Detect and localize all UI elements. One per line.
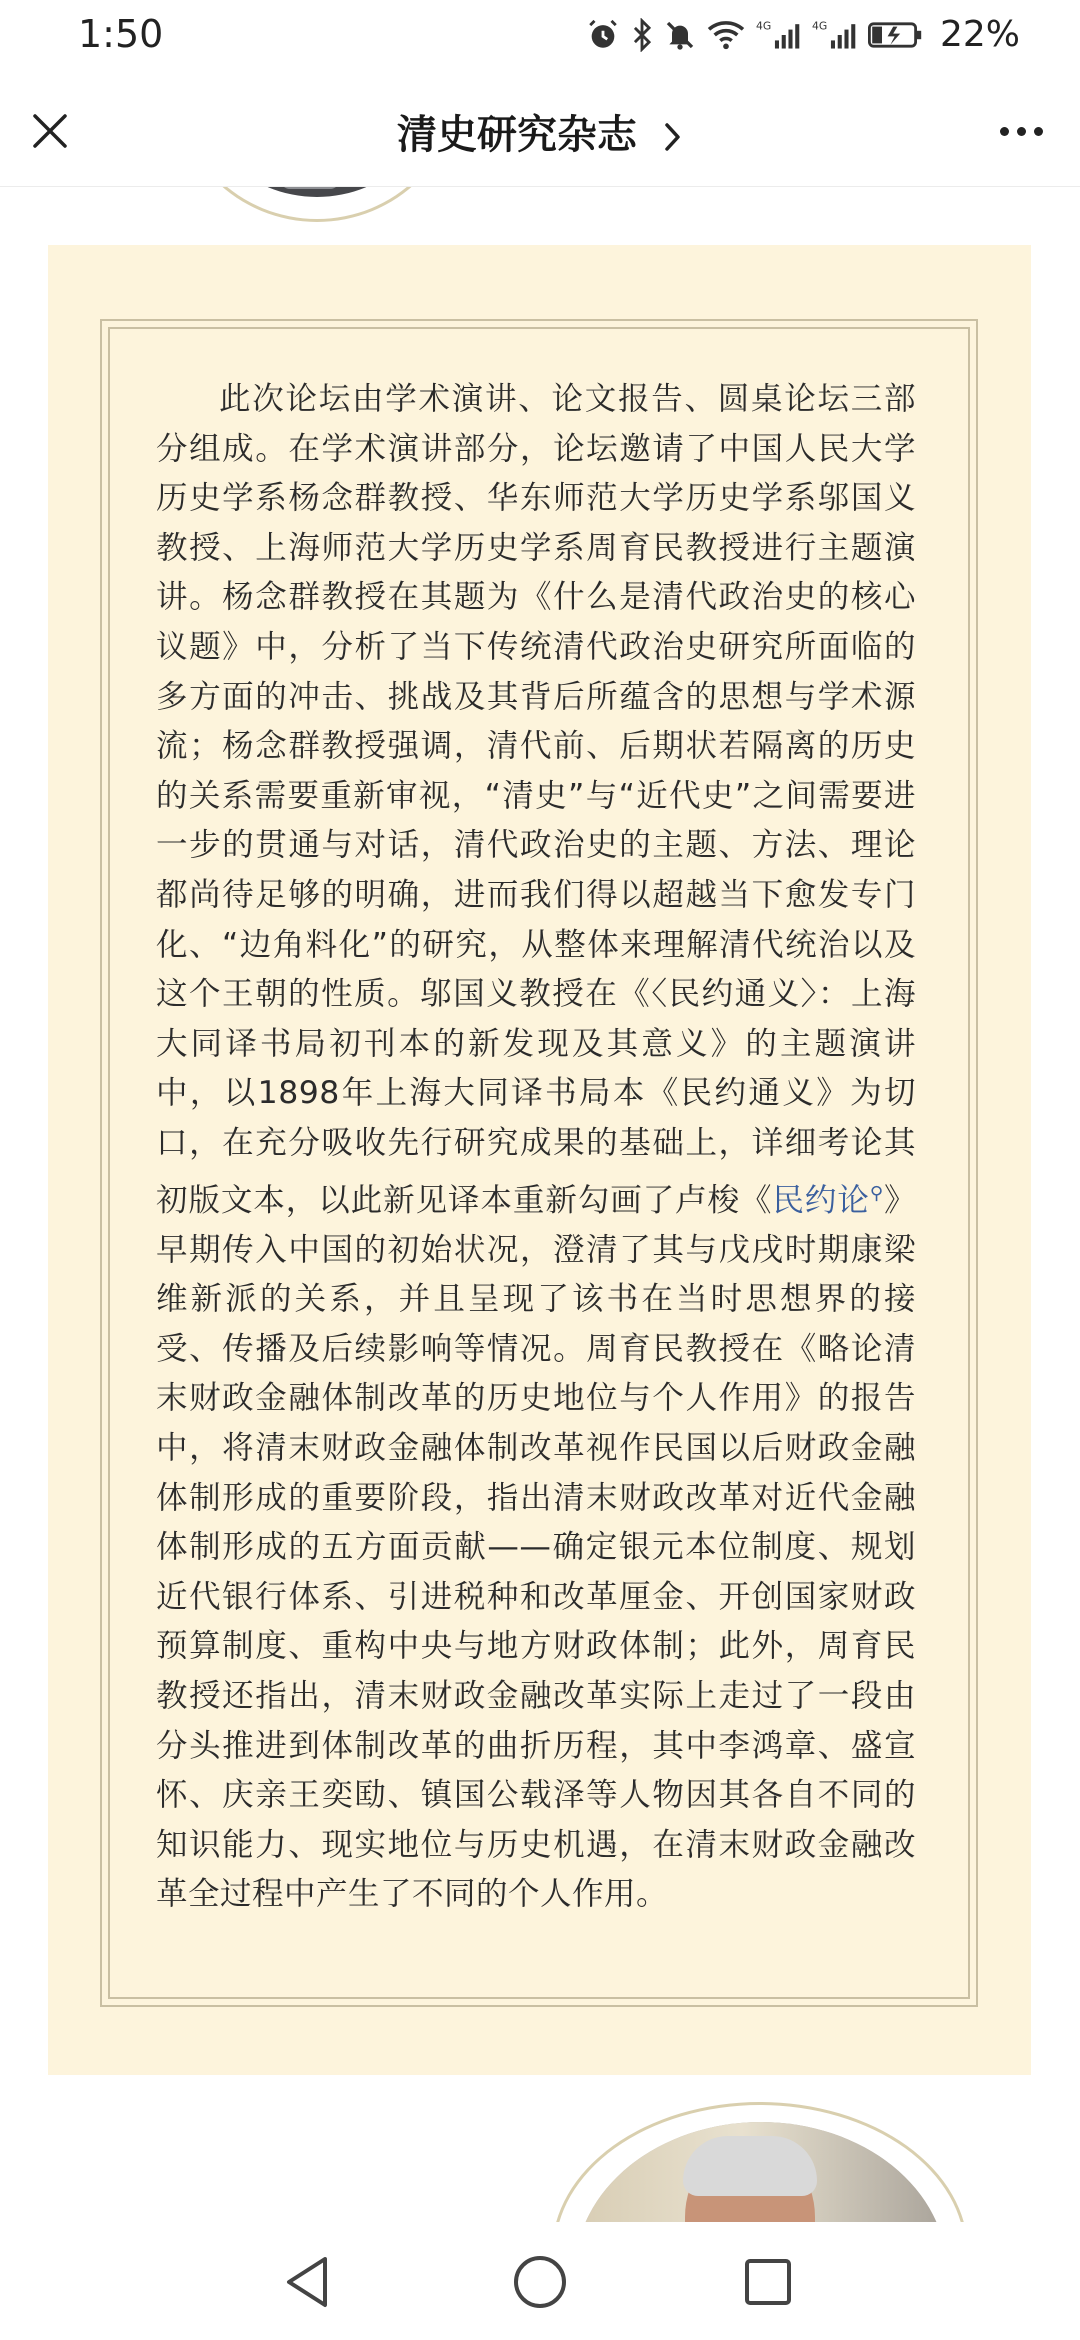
photo-frame-ring <box>552 2102 968 2222</box>
text-panel <box>48 245 1031 2075</box>
mute-icon <box>664 18 696 52</box>
recents-button[interactable] <box>738 2252 798 2312</box>
article-content[interactable] <box>0 187 1080 2222</box>
back-icon <box>283 2255 333 2309</box>
status-time: 1:50 <box>78 12 164 56</box>
svg-text:4G: 4G <box>755 19 772 33</box>
svg-text:4G: 4G <box>811 19 828 33</box>
search-icon[interactable]: ⚲ <box>869 1182 884 1204</box>
signal-4g-icon <box>756 18 802 52</box>
chevron-right-icon <box>663 121 683 153</box>
photo-frame-ring <box>172 187 462 222</box>
article-paragraph <box>156 375 916 1920</box>
paragraph-text: 》早期传入中国的初始状况，澄清了其与戊戌时期康梁维新派的关系，并且呈现了该书在当时思想界的接受、传播及后续影响等情况。周育民教授在《略论清末财政金融体制改革的历史地位与个人作用》的报告中，将清末财政金融体制改革视作民国以后财政金融体制形成的重要阶段，指出清末财政改革对近代金融体制形成的五方面贡献——确定银元本位制度、规划近代银行体系、引进税种和改革厘金、开创国家财政预算制度、重构中央与地方财政体制；此外，周育民教授还指出，清末财政金融改革实际上走过了一段由分头推进到体制改革的曲折历程，其中李鸿章、盛宣怀、庆亲王奕劻、镇国公载泽等人物因其各自不同的知识能力、现实地位与历史机遇，在清末财政金融改革全过程中产生了不同的个人作用。 <box>156 1182 916 1913</box>
status-icons <box>586 14 1020 55</box>
back-button[interactable] <box>278 2252 338 2312</box>
more-icon <box>1000 127 1009 136</box>
keyword-link[interactable]: 民约论 <box>772 1182 870 1218</box>
status-bar <box>0 0 1080 75</box>
title-bar <box>0 75 1080 187</box>
wifi-icon <box>706 18 746 52</box>
home-icon <box>512 2254 568 2310</box>
account-title-link[interactable] <box>0 103 1080 160</box>
signal-4g-icon <box>812 18 858 52</box>
page-title: 清史研究杂志 <box>397 112 638 158</box>
bluetooth-icon <box>630 18 654 52</box>
recents-icon <box>743 2257 793 2307</box>
battery-charging-icon <box>868 18 924 52</box>
more-button[interactable] <box>986 105 1056 157</box>
paragraph-text: 此次论坛由学术演讲、论文报告、圆桌论坛三部分组成。在学术演讲部分，论坛邀请了中国人民大学历史学系杨念群教授、华东师范大学历史学系邬国义教授、上海师范大学历史学系周育民教授进行主题演讲。杨念群教授在其题为《什么是清代政治史的核心议题》中，分析了当下传统清代政治史研究所面临的多方面的冲击、挑战及其背后所蕴含的思想与学术源流；杨念群教授强调，清代前、后期状若隔离的历史的关系需要重新审视，“清史”与“近代史”之间需要进一步的贯通与对话，清代政治史的主题、方法、理论都尚待足够的明确，进而我们得以超越当下愈发专门化、“边角料化”的研究，从整体来理解清代统治以及这个王朝的性质。邬国义教授在《〈民约通义〉：上海大同译书局初刊本的新发现及其意义》的主题演讲中，以1898年上海大同译书局本《民约通义》为切口，在充分吸收先行研究成果的基础上，详细考论其初版文本，以此新见译本重新勾画了卢梭《 <box>156 381 916 1218</box>
battery-percent: 22% <box>939 14 1020 55</box>
alarm-icon <box>586 18 620 52</box>
navigation-bar <box>0 2222 1080 2340</box>
home-button[interactable] <box>510 2252 570 2312</box>
